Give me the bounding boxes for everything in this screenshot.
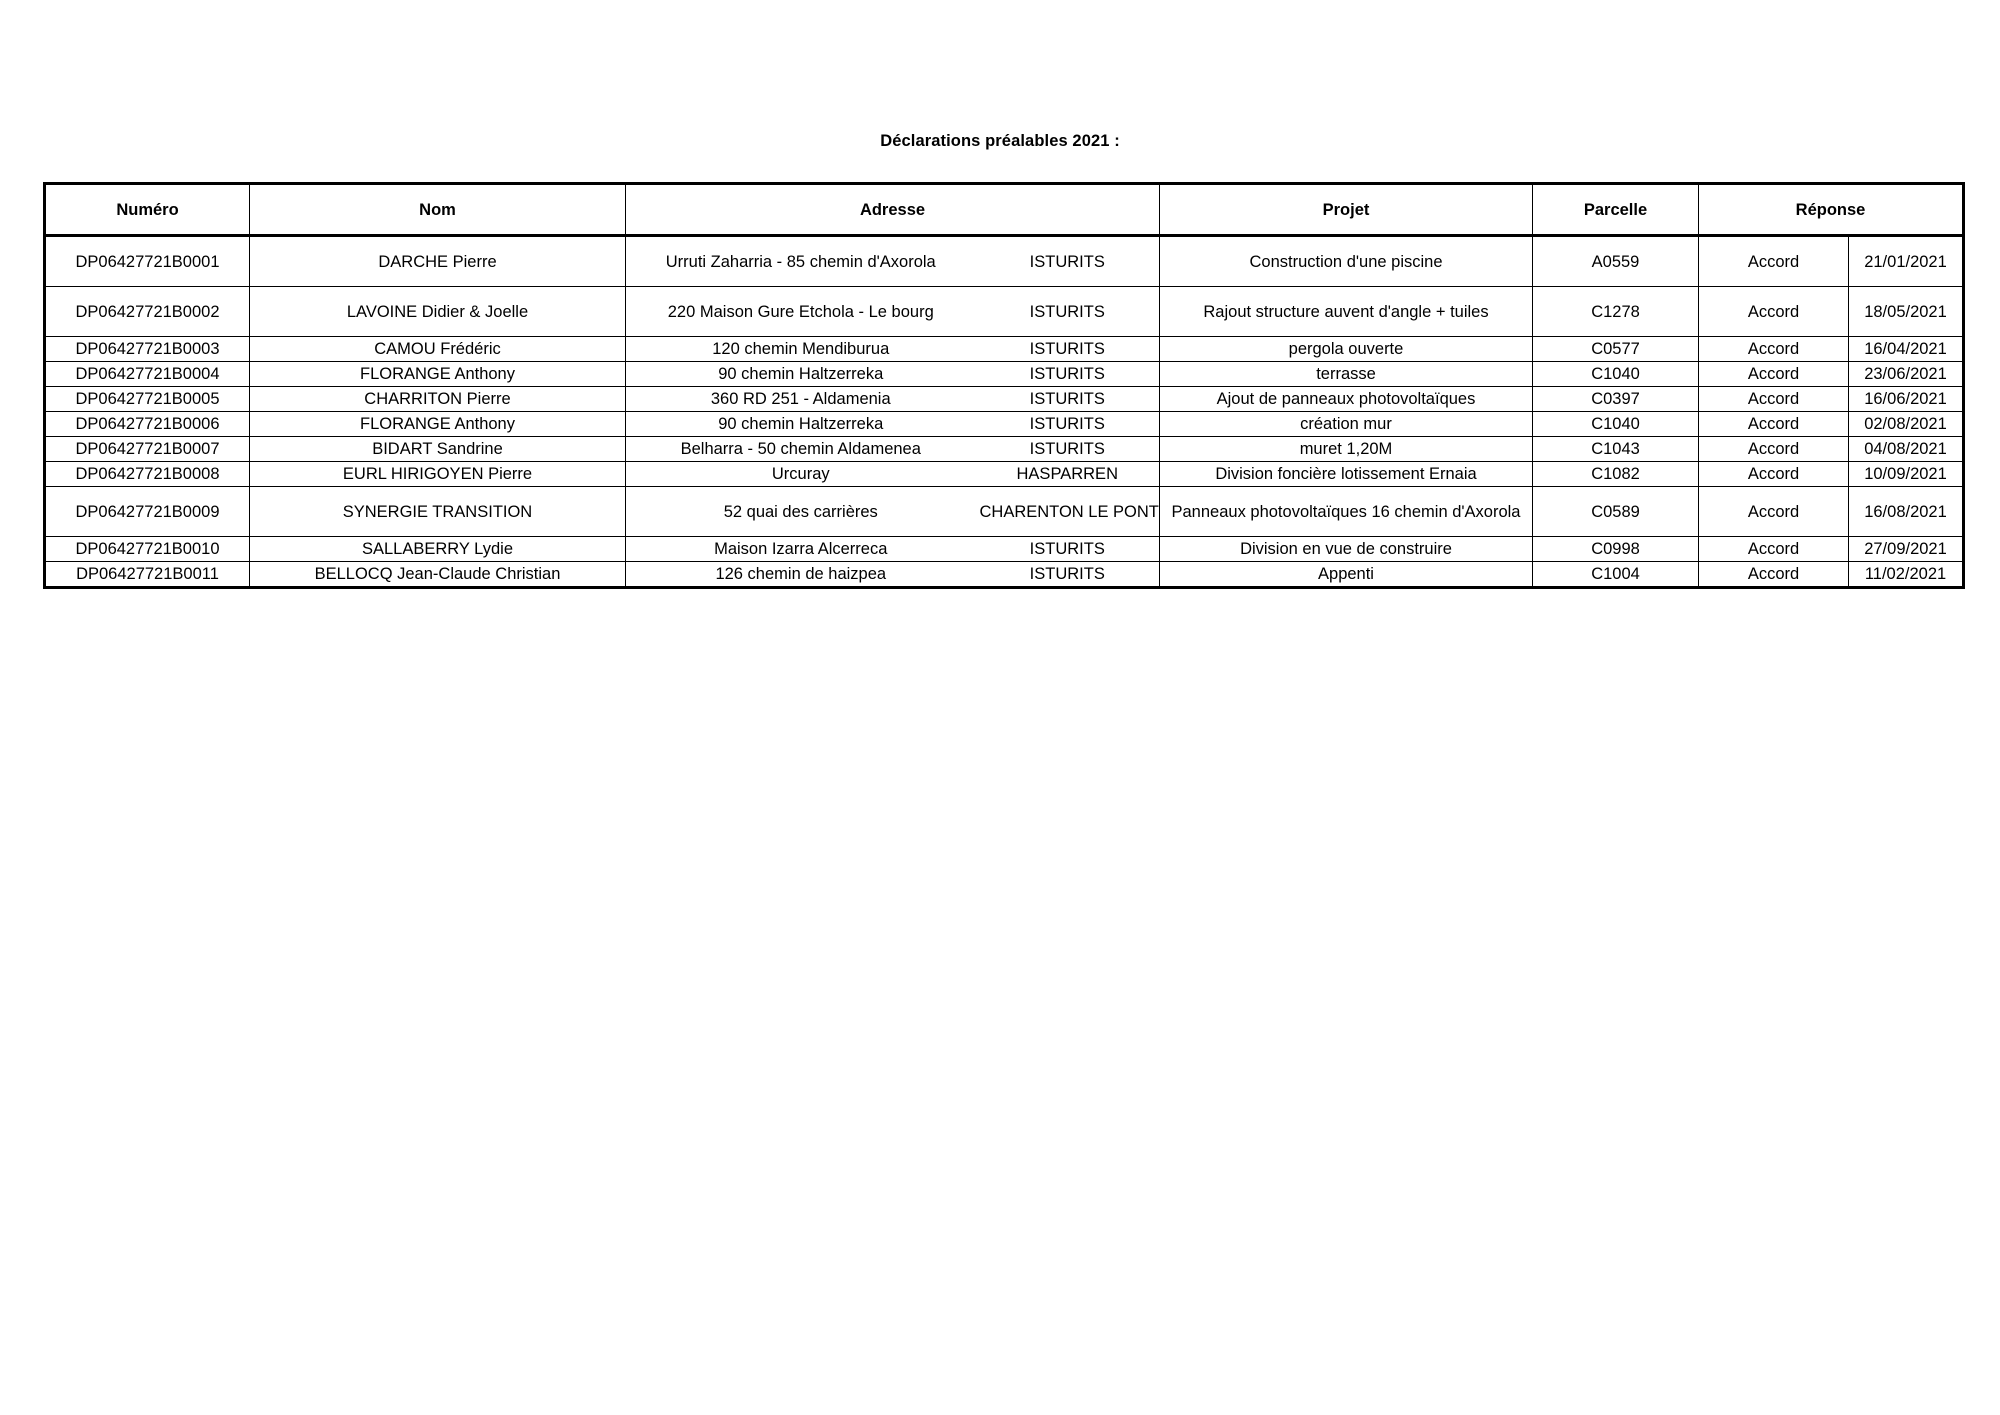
- cell-commune: ISTURITS: [976, 437, 1160, 462]
- cell-date: 16/06/2021: [1849, 387, 1964, 412]
- table-row: [45, 562, 1964, 588]
- cell-parcelle: A0559: [1533, 236, 1699, 287]
- cell-reponse: Accord: [1699, 487, 1849, 537]
- cell-nom: FLORANGE Anthony: [250, 412, 626, 437]
- cell-reponse: Accord: [1699, 337, 1849, 362]
- header-nom: Nom: [250, 184, 626, 236]
- table-row: [45, 387, 1964, 412]
- cell-adresse: Maison Izarra Alcerreca: [626, 537, 976, 562]
- cell-date: 04/08/2021: [1849, 437, 1964, 462]
- cell-adresse: 220 Maison Gure Etchola - Le bourg: [626, 287, 976, 337]
- cell-commune: CHARENTON LE PONT: [976, 487, 1160, 537]
- table-header-row: [45, 184, 1964, 236]
- cell-numero: DP06427721B0010: [45, 537, 250, 562]
- cell-nom: FLORANGE Anthony: [250, 362, 626, 387]
- cell-reponse: Accord: [1699, 287, 1849, 337]
- cell-adresse: Urcuray: [626, 462, 976, 487]
- cell-nom: BELLOCQ Jean-Claude Christian: [250, 562, 626, 588]
- cell-numero: DP06427721B0004: [45, 362, 250, 387]
- cell-date: 02/08/2021: [1849, 412, 1964, 437]
- cell-commune: HASPARREN: [976, 462, 1160, 487]
- header-adresse: Adresse: [626, 184, 1160, 236]
- cell-parcelle: C1278: [1533, 287, 1699, 337]
- cell-numero: DP06427721B0006: [45, 412, 250, 437]
- cell-parcelle: C0397: [1533, 387, 1699, 412]
- cell-projet: Rajout structure auvent d'angle + tuiles: [1160, 287, 1533, 337]
- cell-projet: Division foncière lotissement Ernaia: [1160, 462, 1533, 487]
- cell-date: 27/09/2021: [1849, 537, 1964, 562]
- cell-date: 18/05/2021: [1849, 287, 1964, 337]
- cell-commune: ISTURITS: [976, 337, 1160, 362]
- cell-nom: LAVOINE Didier & Joelle: [250, 287, 626, 337]
- cell-numero: DP06427721B0002: [45, 287, 250, 337]
- cell-projet: Division en vue de construire: [1160, 537, 1533, 562]
- cell-reponse: Accord: [1699, 236, 1849, 287]
- cell-projet: pergola ouverte: [1160, 337, 1533, 362]
- cell-date: 16/08/2021: [1849, 487, 1964, 537]
- cell-reponse: Accord: [1699, 537, 1849, 562]
- cell-projet: création mur: [1160, 412, 1533, 437]
- cell-adresse: 52 quai des carrières: [626, 487, 976, 537]
- cell-commune: ISTURITS: [976, 387, 1160, 412]
- cell-parcelle: C1082: [1533, 462, 1699, 487]
- cell-projet: Panneaux photovoltaïques 16 chemin d'Axorola: [1160, 487, 1533, 537]
- cell-numero: DP06427721B0008: [45, 462, 250, 487]
- cell-projet: Construction d'une piscine: [1160, 236, 1533, 287]
- table-row: [45, 287, 1964, 337]
- table-row: [45, 412, 1964, 437]
- table-row: [45, 462, 1964, 487]
- cell-numero: DP06427721B0003: [45, 337, 250, 362]
- cell-nom: DARCHE Pierre: [250, 236, 626, 287]
- page-title: Déclarations préalables 2021 :: [880, 132, 1120, 150]
- cell-parcelle: C0589: [1533, 487, 1699, 537]
- cell-nom: EURL HIRIGOYEN Pierre: [250, 462, 626, 487]
- cell-commune: ISTURITS: [976, 412, 1160, 437]
- header-parcelle: Parcelle: [1533, 184, 1699, 236]
- cell-commune: ISTURITS: [976, 562, 1160, 588]
- cell-parcelle: C1040: [1533, 362, 1699, 387]
- cell-date: 10/09/2021: [1849, 462, 1964, 487]
- table-row: [45, 487, 1964, 537]
- cell-parcelle: C0577: [1533, 337, 1699, 362]
- cell-nom: SALLABERRY Lydie: [250, 537, 626, 562]
- cell-date: 21/01/2021: [1849, 236, 1964, 287]
- cell-reponse: Accord: [1699, 437, 1849, 462]
- cell-nom: BIDART Sandrine: [250, 437, 626, 462]
- cell-numero: DP06427721B0009: [45, 487, 250, 537]
- header-reponse: Réponse: [1699, 184, 1964, 236]
- declarations-table: [43, 182, 1965, 589]
- cell-parcelle: C1004: [1533, 562, 1699, 588]
- cell-adresse: Belharra - 50 chemin Aldamenea: [626, 437, 976, 462]
- cell-adresse: 90 chemin Haltzerreka: [626, 412, 976, 437]
- cell-parcelle: C1040: [1533, 412, 1699, 437]
- cell-adresse: 90 chemin Haltzerreka: [626, 362, 976, 387]
- cell-numero: DP06427721B0005: [45, 387, 250, 412]
- cell-date: 11/02/2021: [1849, 562, 1964, 588]
- table-row: [45, 537, 1964, 562]
- cell-adresse: 126 chemin de haizpea: [626, 562, 976, 588]
- cell-projet: Appenti: [1160, 562, 1533, 588]
- cell-adresse: 360 RD 251 - Aldamenia: [626, 387, 976, 412]
- table-row: [45, 437, 1964, 462]
- cell-commune: ISTURITS: [976, 537, 1160, 562]
- cell-projet: terrasse: [1160, 362, 1533, 387]
- cell-numero: DP06427721B0007: [45, 437, 250, 462]
- cell-numero: DP06427721B0011: [45, 562, 250, 588]
- table-row: [45, 362, 1964, 387]
- cell-reponse: Accord: [1699, 562, 1849, 588]
- cell-nom: SYNERGIE TRANSITION: [250, 487, 626, 537]
- cell-commune: ISTURITS: [976, 287, 1160, 337]
- cell-adresse: Urruti Zaharria - 85 chemin d'Axorola: [626, 236, 976, 287]
- cell-adresse: 120 chemin Mendiburua: [626, 337, 976, 362]
- table-row: [45, 236, 1964, 287]
- cell-parcelle: C1043: [1533, 437, 1699, 462]
- cell-commune: ISTURITS: [976, 362, 1160, 387]
- cell-nom: CHARRITON Pierre: [250, 387, 626, 412]
- cell-reponse: Accord: [1699, 387, 1849, 412]
- cell-reponse: Accord: [1699, 462, 1849, 487]
- header-numero: Numéro: [45, 184, 250, 236]
- cell-projet: muret 1,20M: [1160, 437, 1533, 462]
- cell-nom: CAMOU Frédéric: [250, 337, 626, 362]
- cell-reponse: Accord: [1699, 362, 1849, 387]
- cell-projet: Ajout de panneaux photovoltaïques: [1160, 387, 1533, 412]
- cell-commune: ISTURITS: [976, 236, 1160, 287]
- table-row: [45, 337, 1964, 362]
- cell-parcelle: C0998: [1533, 537, 1699, 562]
- header-projet: Projet: [1160, 184, 1533, 236]
- cell-date: 23/06/2021: [1849, 362, 1964, 387]
- cell-numero: DP06427721B0001: [45, 236, 250, 287]
- cell-date: 16/04/2021: [1849, 337, 1964, 362]
- cell-reponse: Accord: [1699, 412, 1849, 437]
